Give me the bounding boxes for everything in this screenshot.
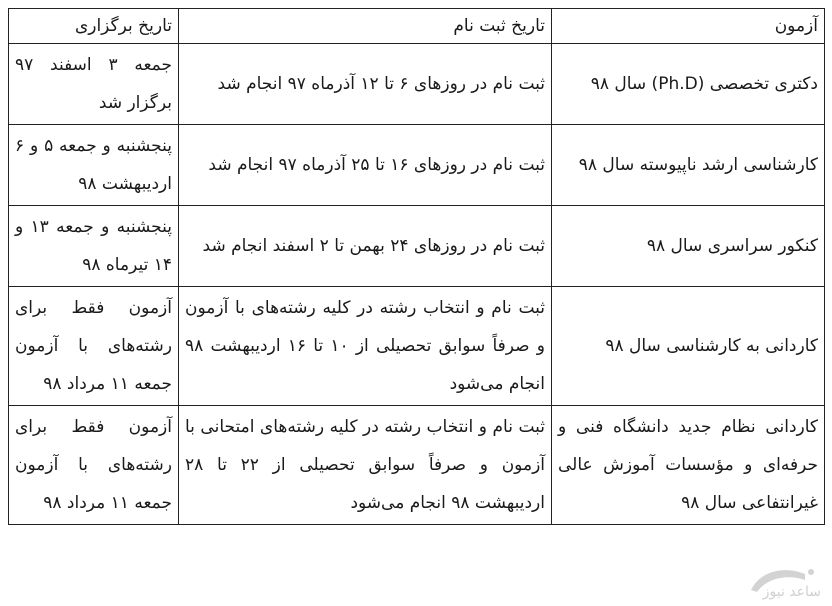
header-exam: آزمون	[552, 9, 825, 44]
exam-cell: کاردانی نظام جدید دانشگاه فنی و حرفه‌ای و مؤسسات آموزش عالی غیرانتفاعی سال ۹۸	[552, 406, 825, 525]
exam-cell: کاردانی به کارشناسی سال ۹۸	[552, 287, 825, 406]
header-holding-date: تاریخ برگزاری	[9, 9, 179, 44]
header-registration-date: تاریخ ثبت نام	[179, 9, 552, 44]
table-row	[9, 125, 825, 206]
exam-cell: کارشناسی ارشد ناپیوسته سال ۹۸	[552, 125, 825, 206]
registration-cell: ثبت نام و انتخاب رشته در کلیه رشته‌های امتحانی با آزمون و صرفاً سوابق تحصیلی از ۲۲ تا ۲۸ اردیبهشت ۹۸ انجام می‌شود	[179, 406, 552, 525]
registration-cell: ثبت نام و انتخاب رشته در کلیه رشته‌های با آزمون و صرفاً سوابق تحصیلی از ۱۰ تا ۱۶ اردیبهشت ۹۸ انجام می‌شود	[179, 287, 552, 406]
exam-schedule-table	[8, 8, 825, 525]
exam-cell: کنکور سراسری سال ۹۸	[552, 206, 825, 287]
site-watermark-logo	[745, 560, 825, 600]
holding-cell: آزمون فقط برای رشته‌های با آزمون جمعه ۱۱ مرداد ۹۸	[9, 287, 179, 406]
holding-cell: جمعه ۳ اسفند ۹۷ برگزار شد	[9, 44, 179, 125]
table-header-row	[9, 9, 825, 44]
holding-cell: پنجشنبه و جمعه ۵ و ۶ اردیبهشت ۹۸	[9, 125, 179, 206]
registration-cell: ثبت نام در روزهای ۱۶ تا ۲۵ آذرماه ۹۷ انجام شد	[179, 125, 552, 206]
registration-cell: ثبت نام در روزهای ۶ تا ۱۲ آذرماه ۹۷ انجام شد	[179, 44, 552, 125]
holding-cell: پنجشنبه و جمعه ۱۳ و ۱۴ تیرماه ۹۸	[9, 206, 179, 287]
table-row	[9, 287, 825, 406]
table-row	[9, 44, 825, 125]
table-row	[9, 406, 825, 525]
holding-cell: آزمون فقط برای رشته‌های با آزمون جمعه ۱۱ مرداد ۹۸	[9, 406, 179, 525]
registration-cell: ثبت نام در روزهای ۲۴ بهمن تا ۲ اسفند انجام شد	[179, 206, 552, 287]
exam-cell: دکتری تخصصی (Ph.D) سال ۹۸	[552, 44, 825, 125]
table-row	[9, 206, 825, 287]
watermark-text: ساعد نیوز	[762, 584, 821, 600]
